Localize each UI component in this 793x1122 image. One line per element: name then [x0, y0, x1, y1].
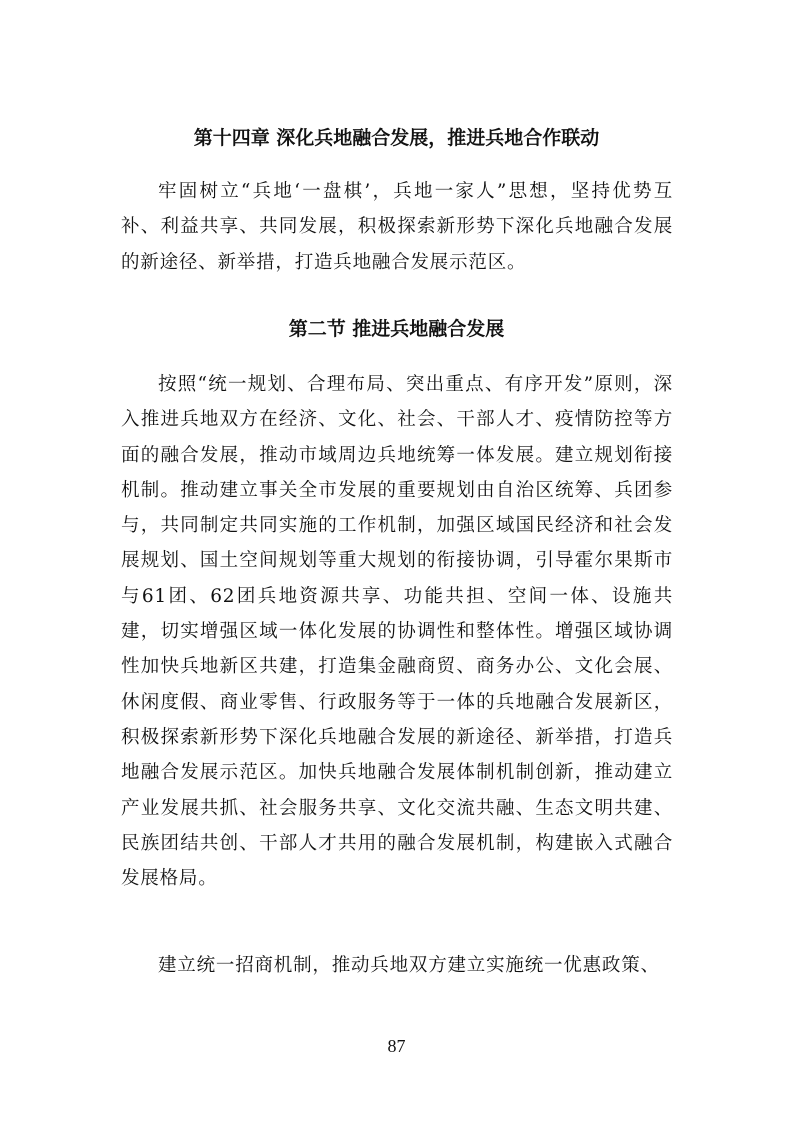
- continuing-paragraph: 建立统一招商机制，推动兵地双方建立实施统一优惠政策、: [158, 955, 660, 976]
- chapter-title: 第十四章 深化兵地融合发展，推进兵地合作联动: [193, 127, 600, 149]
- page-number: 87: [387, 1036, 406, 1056]
- intro-paragraph: 牢固树立“兵地‘一盘棋’，兵地一家人”思想，坚持优势互补、利益共享、共同发展，积极探索新形势下深化兵地融合发展的新途径、新举措，打造兵地融合发展示范区。: [121, 181, 673, 273]
- section-title: 第二节 推进兵地融合发展: [288, 318, 505, 340]
- body-paragraph: 按照“统一规划、合理布局、突出重点、有序开发”原则，深入推进兵地双方在经济、文化、社会、干部人才、疫情防控等方面的融合发展，推动市域周边兵地统筹一体发展。建立规划衔接机制。推动建立事关全市发展的重要规划由自治区统筹、兵团参与，共同制定共同实施的工作机制，加强区域国民经济和社会发展规划、国土空间规划等重大规划的衔接协调，引导霍尔果斯市与61团、62团兵地资源共享、功能共担、空间一体、设施共建，切实增强区域一体化发展的协调性和整体性。增强区域协调性加快兵地新区共建，打造集金融商贸、商务办公、文化会展、休闲度假、商业零售、行政服务等于一体的兵地融合发展新区，积极探索新形势下深化兵地融合发展的新途径、新举措，打造兵地融合发展示范区。加快兵地融合发展体制机制创新，推动建立产业发展共抓、社会服务共享、文化交流共融、生态文明共建、民族团结共创、干部人才共用的融合发展机制，构建嵌入式融合发展格局。: [121, 374, 673, 890]
